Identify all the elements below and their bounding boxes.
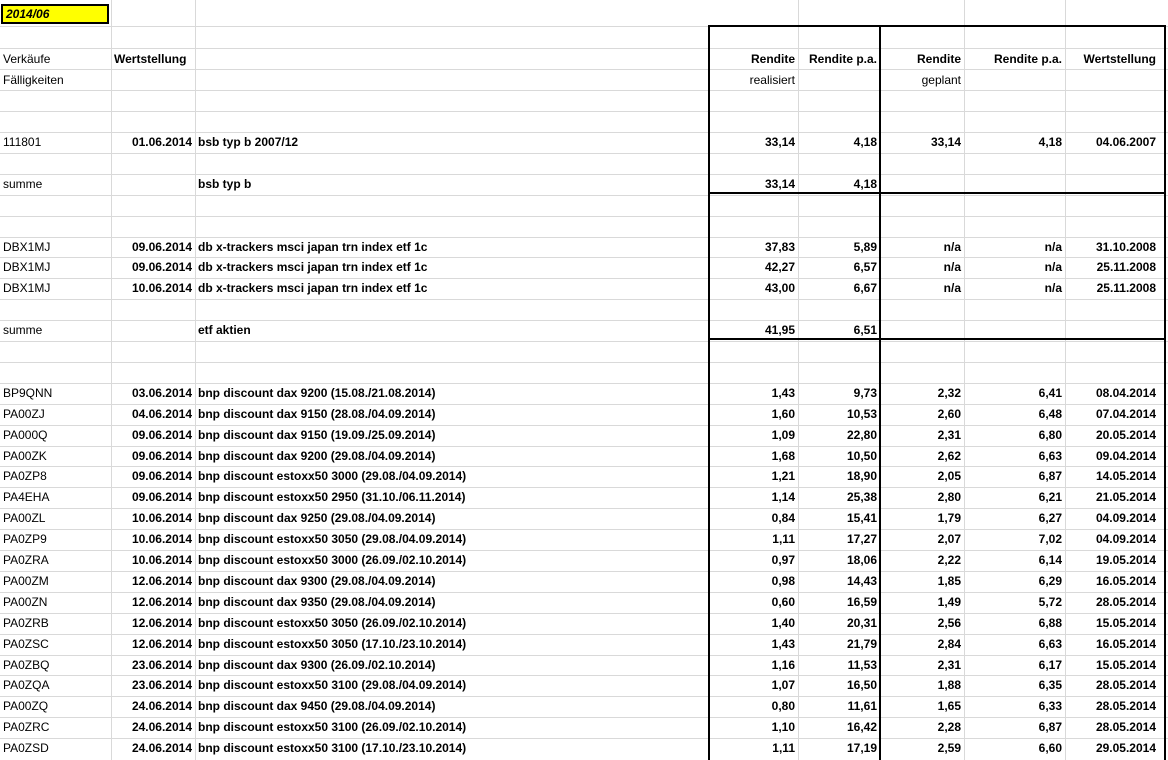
security-id-cell[interactable]: DBX1MJ <box>3 281 51 295</box>
rendite-geplant-cell[interactable]: 33,14 <box>930 135 961 149</box>
security-name-cell[interactable]: bnp discount dax 9200 (29.08./04.09.2014) <box>198 449 436 463</box>
security-id-cell[interactable]: PA00ZQ <box>3 699 49 713</box>
table-row <box>0 237 1168 258</box>
table-row <box>0 508 1168 529</box>
security-id-cell[interactable]: BP9QNN <box>3 386 53 400</box>
value-date-cell[interactable]: 24.06.2014 <box>131 699 192 713</box>
wertstellung-cell[interactable]: 04.06.2007 <box>1095 135 1156 149</box>
security-id-cell[interactable]: PA00ZM <box>3 574 49 588</box>
rendite-geplant-cell[interactable]: 2,60 <box>937 407 961 421</box>
rendite-pa-cell[interactable]: 5,89 <box>853 240 877 254</box>
rendite-geplant-cell[interactable]: 2,84 <box>937 637 961 651</box>
rendite-realisiert-cell[interactable]: 1,43 <box>771 386 795 400</box>
rendite-geplant-cell[interactable]: 2,80 <box>937 490 961 504</box>
rendite-realisiert-cell[interactable]: 0,80 <box>771 699 795 713</box>
value-date-cell[interactable]: 23.06.2014 <box>131 678 192 692</box>
rendite-pa-cell[interactable]: 16,50 <box>846 678 877 692</box>
rendite-geplant-cell[interactable]: 2,32 <box>937 386 961 400</box>
gridline <box>0 111 1168 112</box>
rendite-pa-cell[interactable]: 25,38 <box>846 490 877 504</box>
header-rendite-pa[interactable]: Rendite p.a. <box>808 52 877 66</box>
header-realisiert[interactable]: realisiert <box>749 73 795 87</box>
border-left-thick <box>708 26 710 760</box>
wertstellung-cell[interactable]: 15.05.2014 <box>1095 616 1156 630</box>
rendite-pa-cell[interactable]: 6,57 <box>853 260 877 274</box>
rendite-realisiert-cell[interactable]: 43,00 <box>764 281 795 295</box>
security-name-cell[interactable]: bnp discount estoxx50 3000 (26.09./02.10.2014) <box>198 553 467 567</box>
rendite-pa-geplant-cell[interactable]: 6,63 <box>1038 637 1062 651</box>
value-date-cell[interactable]: 12.06.2014 <box>131 637 192 651</box>
value-date-cell[interactable]: 24.06.2014 <box>131 720 192 734</box>
rendite-pa-geplant-cell[interactable]: 6,88 <box>1038 616 1062 630</box>
gridline <box>0 299 1168 300</box>
rendite-realisiert-cell[interactable]: 1,43 <box>771 637 795 651</box>
rendite-geplant-cell[interactable]: 2,62 <box>937 449 961 463</box>
rendite-geplant-cell[interactable]: n/a <box>943 240 961 254</box>
rendite-realisiert-cell[interactable]: 1,40 <box>771 616 795 630</box>
security-name-cell[interactable]: bnp discount dax 9350 (29.08./04.09.2014) <box>198 595 436 609</box>
rendite-realisiert-cell[interactable]: 1,09 <box>771 428 795 442</box>
rendite-pa-cell[interactable]: 21,79 <box>846 637 877 651</box>
table-row <box>0 257 1168 278</box>
table-row <box>0 278 1168 299</box>
border-right-thick <box>1164 26 1166 760</box>
rendite-realisiert-cell[interactable]: 37,83 <box>764 240 795 254</box>
summary-name-cell[interactable]: bsb typ b <box>198 177 252 191</box>
rendite-pa-geplant-cell[interactable]: 6,87 <box>1038 720 1062 734</box>
security-id-cell[interactable]: 111801 <box>3 135 42 149</box>
rendite-pa-geplant-cell[interactable]: 6,48 <box>1038 407 1062 421</box>
rendite-pa-cell[interactable]: 18,90 <box>846 469 877 483</box>
security-name-cell[interactable]: bnp discount estoxx50 3000 (29.08./04.09.2014) <box>198 469 467 483</box>
table-row <box>0 529 1168 550</box>
border-middle-thick <box>879 26 881 760</box>
rendite-pa-geplant-cell[interactable]: 6,21 <box>1038 490 1062 504</box>
wertstellung-cell[interactable]: 25.11.2008 <box>1096 260 1156 274</box>
security-name-cell[interactable]: bnp discount dax 9300 (29.08./04.09.2014) <box>198 574 436 588</box>
wertstellung-cell[interactable]: 28.05.2014 <box>1095 595 1156 609</box>
security-id-cell[interactable]: PA0ZP8 <box>3 469 47 483</box>
header-rendite-pa-geplant[interactable]: Rendite p.a. <box>993 52 1062 66</box>
value-date-cell[interactable]: 03.06.2014 <box>131 386 192 400</box>
security-id-cell[interactable]: PA000Q <box>3 428 48 442</box>
header-wertstellung[interactable]: Wertstellung <box>114 52 187 66</box>
value-date-cell[interactable]: 09.06.2014 <box>131 260 192 274</box>
summe-label-cell[interactable]: summe <box>3 323 43 337</box>
security-id-cell[interactable]: PA0ZBQ <box>3 658 50 672</box>
rendite-realisiert-cell[interactable]: 1,60 <box>771 407 795 421</box>
security-name-cell[interactable]: bnp discount estoxx50 3050 (17.10./23.10.2014) <box>198 637 467 651</box>
security-name-cell[interactable]: bnp discount estoxx50 3100 (26.09./02.10.2014) <box>198 720 467 734</box>
rendite-realisiert-cell[interactable]: 42,27 <box>764 260 795 274</box>
rendite-realisiert-cell[interactable]: 33,14 <box>764 135 795 149</box>
table-row <box>0 383 1168 404</box>
rendite-realisiert-cell[interactable]: 0,97 <box>771 553 795 567</box>
month-title-cell[interactable]: 2014/06 <box>1 4 109 24</box>
rendite-geplant-cell[interactable]: n/a <box>943 281 961 295</box>
wertstellung-cell[interactable]: 16.05.2014 <box>1095 637 1156 651</box>
rendite-geplant-cell[interactable]: 1,79 <box>937 511 961 525</box>
table-row <box>0 550 1168 571</box>
value-date-cell[interactable]: 10.06.2014 <box>131 553 192 567</box>
wertstellung-cell[interactable]: 08.04.2014 <box>1095 386 1156 400</box>
rendite-geplant-cell[interactable]: 2,31 <box>937 428 961 442</box>
header-geplant[interactable]: geplant <box>921 73 961 87</box>
value-date-cell[interactable]: 09.06.2014 <box>131 428 192 442</box>
security-id-cell[interactable]: PA0ZRA <box>3 553 49 567</box>
security-id-cell[interactable]: PA0ZRC <box>3 720 50 734</box>
rendite-realisiert-cell[interactable]: 1,16 <box>771 658 795 672</box>
wertstellung-cell[interactable]: 04.09.2014 <box>1095 532 1156 546</box>
table-row <box>0 132 1168 153</box>
rendite-pa-cell[interactable]: 4,18 <box>853 135 877 149</box>
value-date-cell[interactable]: 09.06.2014 <box>131 490 192 504</box>
security-name-cell[interactable]: bnp discount estoxx50 2950 (31.10./06.11.2014) <box>198 490 466 504</box>
rendite-pa-geplant-cell[interactable]: 6,33 <box>1038 699 1062 713</box>
security-id-cell[interactable]: PA0ZSD <box>3 741 49 755</box>
security-id-cell[interactable]: PA00ZN <box>3 595 48 609</box>
table-row <box>0 446 1168 467</box>
value-date-cell[interactable]: 23.06.2014 <box>131 658 192 672</box>
security-name-cell[interactable]: db x-trackers msci japan trn index etf 1c <box>198 240 428 254</box>
rendite-pa-geplant-cell[interactable]: n/a <box>1044 281 1062 295</box>
rendite-pa-geplant-cell[interactable]: 7,02 <box>1038 532 1062 546</box>
summary-name-cell[interactable]: etf aktien <box>198 323 251 337</box>
security-id-cell[interactable]: PA0ZRB <box>3 616 49 630</box>
rendite-pa-cell[interactable]: 18,06 <box>846 553 877 567</box>
rendite-pa-geplant-cell[interactable]: 6,29 <box>1038 574 1062 588</box>
wertstellung-cell[interactable]: 28.05.2014 <box>1095 678 1156 692</box>
header-rendite-geplant[interactable]: Rendite <box>916 52 961 66</box>
gridline <box>0 341 1168 342</box>
value-date-cell[interactable]: 04.06.2014 <box>131 407 192 421</box>
wertstellung-cell[interactable]: 04.09.2014 <box>1095 511 1156 525</box>
value-date-cell[interactable]: 10.06.2014 <box>131 511 192 525</box>
summary-rendite-pa-cell[interactable]: 4,18 <box>853 177 877 191</box>
security-name-cell[interactable]: bnp discount dax 9150 (28.08./04.09.2014) <box>198 407 436 421</box>
value-date-cell[interactable]: 12.06.2014 <box>131 595 192 609</box>
security-name-cell[interactable]: bnp discount estoxx50 3050 (29.08./04.09.2014) <box>198 532 467 546</box>
rendite-pa-cell[interactable]: 20,31 <box>846 616 877 630</box>
summary-rendite-cell[interactable]: 33,14 <box>764 177 795 191</box>
summary-rendite-cell[interactable]: 41,95 <box>764 323 795 337</box>
rendite-geplant-cell[interactable]: 2,28 <box>937 720 961 734</box>
security-name-cell[interactable]: bnp discount dax 9300 (26.09./02.10.2014) <box>198 658 436 672</box>
gridline <box>0 153 1168 154</box>
wertstellung-cell[interactable]: 14.05.2014 <box>1095 469 1156 483</box>
rendite-pa-geplant-cell[interactable]: 6,60 <box>1038 741 1062 755</box>
rendite-geplant-cell[interactable]: 2,31 <box>937 658 961 672</box>
wertstellung-cell[interactable]: 25.11.2008 <box>1096 281 1156 295</box>
value-date-cell[interactable]: 12.06.2014 <box>131 574 192 588</box>
security-id-cell[interactable]: PA0ZSC <box>3 637 49 651</box>
rendite-pa-cell[interactable]: 11,61 <box>847 699 877 713</box>
wertstellung-cell[interactable]: 28.05.2014 <box>1095 699 1156 713</box>
header-rendite-realisiert[interactable]: Rendite <box>750 52 795 66</box>
security-name-cell[interactable]: bsb typ b 2007/12 <box>198 135 299 149</box>
table-row <box>0 655 1168 676</box>
rendite-geplant-cell[interactable]: 1,65 <box>937 699 961 713</box>
rendite-pa-geplant-cell[interactable]: 6,17 <box>1038 658 1062 672</box>
rendite-pa-geplant-cell[interactable]: 4,18 <box>1038 135 1062 149</box>
security-id-cell[interactable]: PA0ZP9 <box>3 532 47 546</box>
wertstellung-cell[interactable]: 31.10.2008 <box>1095 240 1156 254</box>
wertstellung-cell[interactable]: 09.04.2014 <box>1095 449 1156 463</box>
rendite-pa-cell[interactable]: 17,19 <box>846 741 877 755</box>
security-id-cell[interactable]: PA00ZK <box>3 449 47 463</box>
security-name-cell[interactable]: bnp discount estoxx50 3050 (26.09./02.10.2014) <box>198 616 467 630</box>
rendite-pa-geplant-cell[interactable]: 5,72 <box>1038 595 1062 609</box>
security-name-cell[interactable]: db x-trackers msci japan trn index etf 1c <box>198 260 428 274</box>
rendite-pa-cell[interactable]: 17,27 <box>846 532 877 546</box>
rendite-pa-cell[interactable]: 9,73 <box>853 386 877 400</box>
gridline <box>0 362 1168 363</box>
wertstellung-cell[interactable]: 15.05.2014 <box>1095 658 1156 672</box>
rendite-geplant-cell[interactable]: 1,88 <box>937 678 961 692</box>
rendite-geplant-cell[interactable]: 2,22 <box>937 553 961 567</box>
wertstellung-cell[interactable]: 16.05.2014 <box>1095 574 1156 588</box>
table-row <box>0 613 1168 634</box>
table-row <box>0 592 1168 613</box>
rendite-pa-cell[interactable]: 16,42 <box>846 720 877 734</box>
security-name-cell[interactable]: bnp discount dax 9150 (19.09./25.09.2014) <box>198 428 436 442</box>
table-row <box>0 487 1168 508</box>
header-wertstellung-2[interactable]: Wertstellung <box>1083 52 1156 66</box>
rendite-pa-geplant-cell[interactable]: 6,63 <box>1038 449 1062 463</box>
wertstellung-cell[interactable]: 19.05.2014 <box>1095 553 1156 567</box>
header-verkaeufe[interactable]: Verkäufe <box>3 52 51 66</box>
rendite-realisiert-cell[interactable]: 1,21 <box>771 469 795 483</box>
wertstellung-cell[interactable]: 20.05.2014 <box>1095 428 1156 442</box>
value-date-cell[interactable]: 01.06.2014 <box>131 135 192 149</box>
rendite-realisiert-cell[interactable]: 1,11 <box>772 741 795 755</box>
rendite-realisiert-cell[interactable]: 1,68 <box>771 449 795 463</box>
border-sum1-thick <box>708 192 1166 194</box>
value-date-cell[interactable]: 09.06.2014 <box>131 449 192 463</box>
rendite-geplant-cell[interactable]: 2,05 <box>937 469 961 483</box>
rendite-realisiert-cell[interactable]: 1,10 <box>771 720 795 734</box>
value-date-cell[interactable]: 12.06.2014 <box>131 616 192 630</box>
header-row <box>0 49 1168 70</box>
rendite-pa-cell[interactable]: 15,41 <box>846 511 877 525</box>
rendite-pa-cell[interactable]: 16,59 <box>846 595 877 609</box>
rendite-pa-cell[interactable]: 14,43 <box>846 574 877 588</box>
security-name-cell[interactable]: bnp discount dax 9250 (29.08./04.09.2014) <box>198 511 436 525</box>
wertstellung-cell[interactable]: 29.05.2014 <box>1095 741 1156 755</box>
table-row <box>0 571 1168 592</box>
table-row <box>0 425 1168 446</box>
rendite-geplant-cell[interactable]: n/a <box>943 260 961 274</box>
rendite-geplant-cell[interactable]: 2,56 <box>937 616 961 630</box>
table-row <box>0 717 1168 738</box>
rendite-pa-geplant-cell[interactable]: n/a <box>1044 260 1062 274</box>
value-date-cell[interactable]: 10.06.2014 <box>131 532 192 546</box>
table-row <box>0 675 1168 696</box>
rendite-pa-geplant-cell[interactable]: 6,87 <box>1038 469 1062 483</box>
rendite-pa-cell[interactable]: 6,67 <box>853 281 877 295</box>
header-faelligkeiten[interactable]: Fälligkeiten <box>3 73 64 87</box>
security-id-cell[interactable]: PA0ZQA <box>3 678 50 692</box>
summe-label-cell[interactable]: summe <box>3 177 43 191</box>
gridline <box>0 195 1168 196</box>
value-date-cell[interactable]: 24.06.2014 <box>131 741 192 755</box>
header-row-2 <box>0 70 1168 91</box>
rendite-pa-geplant-cell[interactable]: 6,14 <box>1038 553 1062 567</box>
security-id-cell[interactable]: DBX1MJ <box>3 240 51 254</box>
rendite-realisiert-cell[interactable]: 0,60 <box>771 595 795 609</box>
value-date-cell[interactable]: 09.06.2014 <box>131 240 192 254</box>
rendite-pa-geplant-cell[interactable]: 6,27 <box>1038 511 1062 525</box>
value-date-cell[interactable]: 09.06.2014 <box>131 469 192 483</box>
border-top-thick <box>708 25 1166 27</box>
table-row <box>0 634 1168 655</box>
rendite-geplant-cell[interactable]: 2,07 <box>937 532 961 546</box>
table-row <box>0 466 1168 487</box>
security-id-cell[interactable]: PA00ZJ <box>3 407 45 421</box>
rendite-realisiert-cell[interactable]: 1,07 <box>771 678 795 692</box>
rendite-pa-geplant-cell[interactable]: n/a <box>1044 240 1062 254</box>
table-row <box>0 696 1168 717</box>
rendite-geplant-cell[interactable]: 1,85 <box>937 574 961 588</box>
wertstellung-cell[interactable]: 07.04.2014 <box>1095 407 1156 421</box>
security-id-cell[interactable]: PA4EHA <box>3 490 50 504</box>
rendite-pa-cell[interactable]: 22,80 <box>846 428 877 442</box>
rendite-realisiert-cell[interactable]: 0,84 <box>771 511 795 525</box>
rendite-pa-cell[interactable]: 10,50 <box>846 449 877 463</box>
gridline <box>0 216 1168 217</box>
security-name-cell[interactable]: bnp discount dax 9200 (15.08./21.08.2014) <box>198 386 436 400</box>
security-name-cell[interactable]: db x-trackers msci japan trn index etf 1c <box>198 281 428 295</box>
rendite-pa-geplant-cell[interactable]: 6,41 <box>1038 386 1062 400</box>
rendite-pa-geplant-cell[interactable]: 6,35 <box>1038 678 1062 692</box>
rendite-pa-cell[interactable]: 10,53 <box>846 407 877 421</box>
rendite-realisiert-cell[interactable]: 0,98 <box>771 574 795 588</box>
rendite-geplant-cell[interactable]: 1,49 <box>937 595 961 609</box>
table-row <box>0 404 1168 425</box>
rendite-geplant-cell[interactable]: 2,59 <box>937 741 961 755</box>
security-id-cell[interactable]: DBX1MJ <box>3 260 51 274</box>
security-name-cell[interactable]: bnp discount estoxx50 3100 (29.08./04.09.2014) <box>198 678 467 692</box>
rendite-realisiert-cell[interactable]: 1,11 <box>772 532 795 546</box>
rendite-pa-geplant-cell[interactable]: 6,80 <box>1038 428 1062 442</box>
security-id-cell[interactable]: PA00ZL <box>3 511 46 525</box>
wertstellung-cell[interactable]: 28.05.2014 <box>1095 720 1156 734</box>
rendite-pa-cell[interactable]: 11,53 <box>847 658 877 672</box>
table-row <box>0 738 1168 759</box>
summary-rendite-pa-cell[interactable]: 6,51 <box>853 323 877 337</box>
value-date-cell[interactable]: 10.06.2014 <box>131 281 192 295</box>
wertstellung-cell[interactable]: 21.05.2014 <box>1095 490 1156 504</box>
security-name-cell[interactable]: bnp discount estoxx50 3100 (17.10./23.10.2014) <box>198 741 467 755</box>
rendite-realisiert-cell[interactable]: 1,14 <box>771 490 795 504</box>
security-name-cell[interactable]: bnp discount dax 9450 (29.08./04.09.2014) <box>198 699 436 713</box>
border-sum2-thick <box>708 338 1166 340</box>
